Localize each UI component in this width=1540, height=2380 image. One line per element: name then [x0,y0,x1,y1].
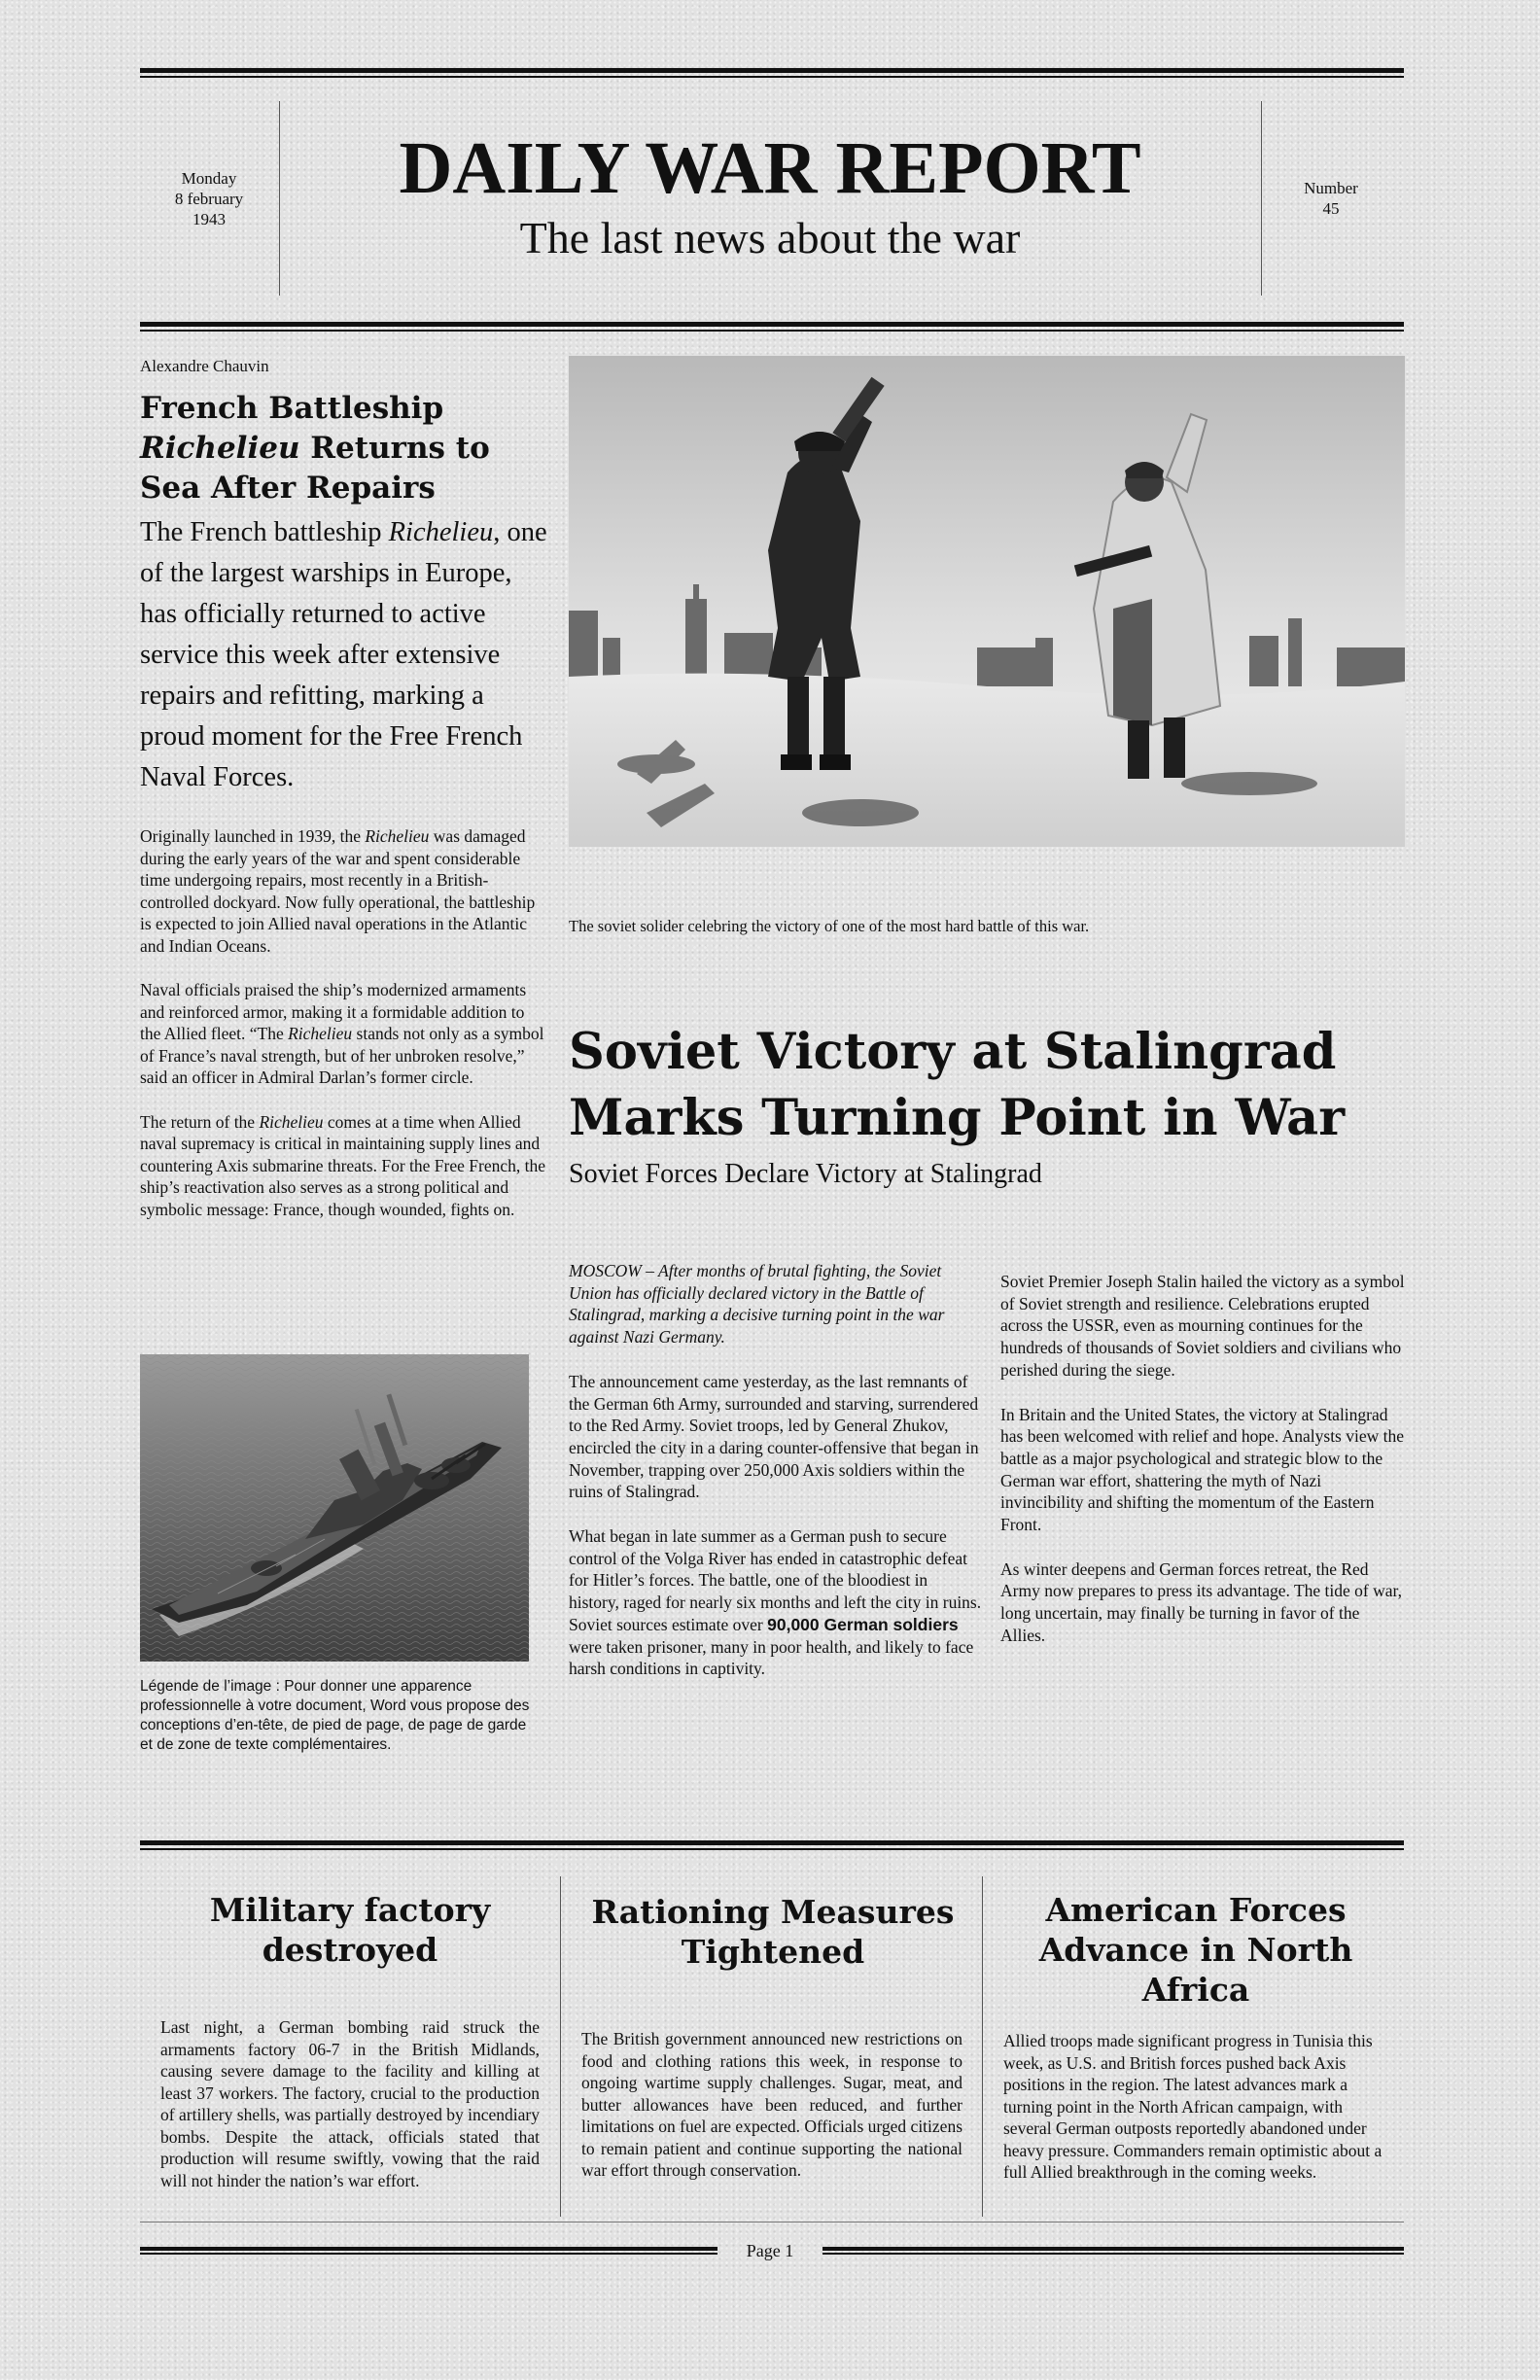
issue-year: 1943 [192,210,226,228]
author-byline: Alexandre Chauvin [140,357,269,375]
soviet-photo-caption: The soviet solider celebring the victory of one of the most hard battle of this war. [569,917,1090,935]
stalingrad-paragraph-2: The announcement came yesterday, as the last remnants of the German 6th Army, surrounded and starving, surrendered to the Red Army. Soviet troops, led by General Zhukov, encircled the city in a daring counter-offensive that began in November, trapping over 250,000 Axis soldiers within the ruins of Stalingrad. [569,1371,979,1502]
issue-day: Monday [181,169,237,188]
stalingrad-paragraph-4: Soviet Premier Joseph Stalin hailed the victory as a symbol of Soviet strength and resilience. Celebrations erupted across the USSR, even as mourning continues for the hundreds of thousands of Soviet soldiers and civilians who perished during the siege. [1000,1272,1405,1380]
p2-text-a: Naval officials praised the ship’s modernized armaments and reinforced armor, making it a formidable addition to the Allied fleet. “The [140,980,527,1043]
battleship-photo-caption: Légende de l’image : Pour donner une apparence professionnelle à votre document, Word vous propose des conceptions d’en-tête, de pied de page, de page de garde et de zone de texte complémentaires. [140,1678,530,1753]
stalingrad-column-2 [1000,1271,1405,1669]
p3-text-ship: Richelieu [259,1111,324,1132]
lead-text-b: , one of the largest warships in Europe, has officially returned to active service this week after extensive repairs and refitting, marking a proud moment for the Free French Naval Forces. [140,517,547,792]
north-africa-headline: American Forces Advance in North Africa [1038,1891,1353,2009]
stalingrad-headline: Soviet Victory at Stalingrad Marks Turning Point in War [569,1023,1346,1147]
p3-main-text-a: What began in late summer as a German push to secure control of the Volga River has ended in catastrophic defeat for Hitler’s forces. The battle, one of the bloodiest in history, raged for nearly six months and left the city in ruins. Soviet sources estimate over [569,1526,982,1634]
p3-text-a: The return of the [140,1111,256,1132]
stalingrad-column-1 [569,1260,982,1702]
richelieu-headline-part2: Returns to Sea After Repairs [140,431,490,506]
prisoner-count: 90,000 German soldiers [767,1614,959,1634]
richelieu-headline-part1: French Battleship [140,391,444,426]
issue-number-value: 45 [1322,199,1340,218]
p1-text-b: was damaged during the early years of the war and spent considerable time undergoing repairs, most recently in a British-controlled dockyard. Now fully operational, the battleship is expected to join Allied naval operations in the Atlantic and Indian Oceans. [140,826,536,956]
issue-date [146,168,272,229]
stalingrad-paragraph-6: As winter deepens and German forces retreat, the Red Army now prepares to press its advantage. The tide of war, long uncertain, may finally be turning in favor of the Allies. [1000,1558,1403,1645]
stalingrad-dateline: MOSCOW – After months of brutal fighting, the Soviet Union has officially declared victory in the Battle of Stalingrad, marking a decisive turning point in the war against Nazi Germany. [569,1261,945,1348]
richelieu-headline [140,389,548,508]
issue-number-label: Number [1304,179,1358,197]
p3-main-text-b: were taken prisoner, many in poor health, and likely to face harsh conditions in captivity. [569,1636,974,1679]
masthead-right-divider [1261,101,1262,296]
richelieu-body [140,825,548,1242]
richelieu-lead [140,512,548,798]
battleship-photo [140,1354,529,1662]
battleship-illustration [140,1354,529,1662]
lead-text-ship: Richelieu [388,517,494,547]
richelieu-paragraph-3 [140,1111,548,1221]
footer-rule-right [822,2247,1404,2255]
soviet-soldiers-illustration [569,356,1405,847]
masthead-bottom-rule [140,322,1404,332]
richelieu-paragraph-2 [140,979,548,1089]
richelieu-headline-ship: Richelieu [140,431,300,466]
masthead-left-divider [279,101,280,296]
p1-text-a: Originally launched in 1939, the [140,826,361,846]
page-number: Page 1 [746,2241,794,2260]
p3-text-b: comes at a time when Allied naval supremacy is critical in maintaining supply lines and countering Axis submarine threats. For the Free French, the ship’s reactivation also serves as a strong political and symbolic message: France, though wounded, fights on. [140,1111,545,1219]
bottom-section-rule [140,1840,1404,1850]
newspaper-title: DAILY WAR REPORT [399,127,1141,209]
footer-rule-left [140,2247,718,2255]
lead-text-a: The French battleship [140,517,382,547]
p2-text-ship: Richelieu [288,1024,353,1043]
stalingrad-paragraph-3 [569,1525,982,1680]
p2-text-b: stands not only as a symbol of France’s naval strength, but of her unbroken resolve,” said an officer in Admiral Darlan’s former circle. [140,1024,544,1087]
factory-headline: Military factory destroyed [209,1891,491,1969]
stalingrad-subheadline: Soviet Forces Declare Victory at Stalingrad [569,1159,1042,1189]
bottom-divider-1 [560,1876,561,2217]
factory-body: Last night, a German bombing raid struck the armaments factory 06-7 in the British Midlands, causing severe damage to the facility and killing at least 37 workers. The factory, crucial to the production of artillery shells, was partially destroyed by incendiary bombs. Despite the attack, officials stated that production will resume swiftly, vowing that the raid will not hinder the nation’s war effort. [160,2017,540,2190]
issue-day-month: 8 february [174,190,244,208]
issue-number [1268,178,1394,219]
bottom-divider-2 [982,1876,983,2217]
stalingrad-paragraph-5: In Britain and the United States, the victory at Stalingrad has been welcomed with relief and hope. Analysts view the battle as a major psychological and strategic blow to the German war effort, shattering the myth of Nazi invincibility and shifting the momentum of the Eastern Front. [1000,1404,1405,1535]
newspaper-subtitle: The last news about the war [519,213,1021,262]
soviet-soldiers-photo [569,356,1405,847]
rationing-body: The British government announced new restrictions on food and clothing rations this week, in response to ongoing wartime supply challenges. Sugar, meat, and butter allowances have been reduced, and further limitations on fuel are expected. Officials urged citizens to remain patient and continue supporting the national war effort through conservation. [581,2029,962,2180]
masthead-top-rule [140,68,1404,78]
rationing-headline: Rationing Measures Tightened [591,1893,955,1971]
north-africa-body: Allied troops made significant progress in Tunisia this week, as U.S. and British forces pushed back Axis positions in the region. The latest advances mark a turning point in the North African campaign, with several German outposts reportedly abandoned under heavy pressure. Commanders remain optimistic about a full Allied breakthrough in the coming weeks. [1003,2031,1382,2182]
richelieu-paragraph-1 [140,825,548,957]
p1-text-ship: Richelieu [365,826,430,846]
